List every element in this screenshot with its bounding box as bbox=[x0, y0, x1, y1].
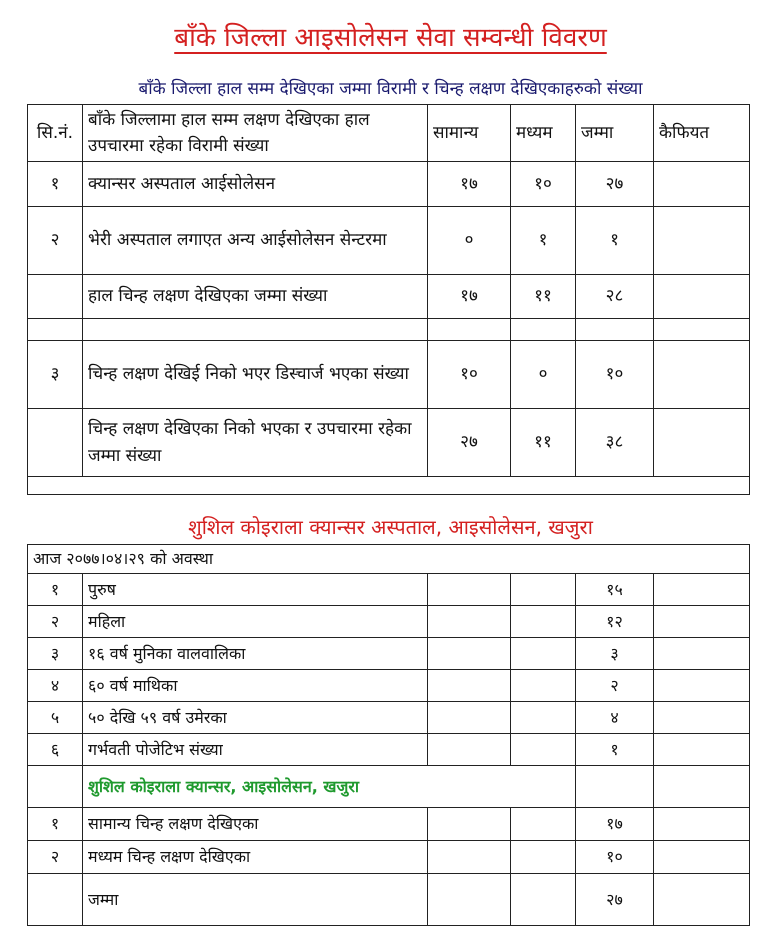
empty-cell bbox=[654, 734, 750, 766]
empty-cell bbox=[576, 766, 654, 808]
empty-cell bbox=[428, 841, 511, 874]
spacer-cell bbox=[83, 319, 428, 341]
row-description: सामान्य चिन्ह लक्षण देखिएका bbox=[83, 808, 428, 841]
header-sn: सि.नं. bbox=[28, 105, 83, 162]
row-description: महिला bbox=[83, 606, 428, 638]
header-moderate: मध्यम bbox=[511, 105, 576, 162]
header-remark: कैफियत bbox=[654, 105, 750, 162]
empty-cell bbox=[428, 638, 511, 670]
empty-cell bbox=[511, 574, 576, 606]
row-remark bbox=[654, 162, 750, 207]
row-sn: १ bbox=[28, 162, 83, 207]
row-moderate: ११ bbox=[511, 409, 576, 477]
empty-cell bbox=[654, 702, 750, 734]
row-total: २ bbox=[576, 670, 654, 702]
status-row bbox=[28, 545, 750, 574]
empty-cell bbox=[428, 574, 511, 606]
spacer-cell bbox=[654, 319, 750, 341]
spacer-cell bbox=[428, 319, 511, 341]
row-normal: १७ bbox=[428, 162, 511, 207]
row-total: १ bbox=[576, 734, 654, 766]
row-total: २८ bbox=[576, 275, 654, 319]
row-sn bbox=[28, 275, 83, 319]
row-normal: २७ bbox=[428, 409, 511, 477]
row-sn: ६ bbox=[28, 734, 83, 766]
row-total: २७ bbox=[576, 874, 654, 926]
row-normal: ० bbox=[428, 207, 511, 275]
row-total: १५ bbox=[576, 574, 654, 606]
empty-cell bbox=[511, 702, 576, 734]
empty-cell bbox=[654, 606, 750, 638]
row-sn: १ bbox=[28, 808, 83, 841]
row-description: क्यान्सर अस्पताल आईसोलेसन bbox=[83, 162, 428, 207]
row-sn: २ bbox=[28, 841, 83, 874]
header-total: जम्मा bbox=[576, 105, 654, 162]
hospital-table bbox=[27, 544, 750, 926]
empty-cell bbox=[654, 874, 750, 926]
empty-cell bbox=[428, 670, 511, 702]
row-remark bbox=[654, 409, 750, 477]
row-moderate: १ bbox=[511, 207, 576, 275]
table-row bbox=[28, 841, 750, 874]
spacer-cell bbox=[28, 477, 750, 495]
table-row bbox=[28, 734, 750, 766]
row-sn: ५ bbox=[28, 702, 83, 734]
row-description: पुरुष bbox=[83, 574, 428, 606]
row-description: चिन्ह लक्षण देखिएका निको भएका र उपचारमा रहेका जम्मा संख्या bbox=[83, 409, 428, 477]
row-description: मध्यम चिन्ह लक्षण देखिएका bbox=[83, 841, 428, 874]
row-normal: १७ bbox=[428, 275, 511, 319]
row-sn: ३ bbox=[28, 638, 83, 670]
empty-cell bbox=[511, 670, 576, 702]
spacer-cell bbox=[511, 319, 576, 341]
row-sn: २ bbox=[28, 207, 83, 275]
table-row bbox=[28, 606, 750, 638]
status-date-label: आज २०७७।०४।२९ को अवस्था bbox=[28, 545, 750, 574]
table-header-row bbox=[28, 105, 750, 162]
row-total: ४ bbox=[576, 702, 654, 734]
empty-cell bbox=[654, 766, 750, 808]
green-heading-row bbox=[28, 766, 750, 808]
row-normal: १० bbox=[428, 341, 511, 409]
row-total: १२ bbox=[576, 606, 654, 638]
green-subheading: शुशिल कोइराला क्यान्सर, आइसोलेसन, खजुरा bbox=[83, 766, 576, 808]
empty-cell bbox=[28, 766, 83, 808]
header-description: बाँके जिल्लामा हाल सम्म लक्षण देखिएका हाल उपचारमा रहेका विरामी संख्या bbox=[83, 105, 428, 162]
row-sn: २ bbox=[28, 606, 83, 638]
header-normal: सामान्य bbox=[428, 105, 511, 162]
empty-cell bbox=[511, 734, 576, 766]
table-row bbox=[28, 574, 750, 606]
row-description: ५० देखि ५९ वर्ष उमेरका bbox=[83, 702, 428, 734]
row-description: गर्भवती पोजेटिभ संख्या bbox=[83, 734, 428, 766]
row-moderate: ११ bbox=[511, 275, 576, 319]
table-row bbox=[28, 702, 750, 734]
row-remark bbox=[654, 341, 750, 409]
row-remark bbox=[654, 207, 750, 275]
row-description: १६ वर्ष मुनिका वालवालिका bbox=[83, 638, 428, 670]
table-row bbox=[28, 162, 750, 207]
page-title-text: बाँके जिल्ला आइसोलेसन सेवा सम्वन्धी विवरण bbox=[174, 23, 607, 53]
section-heading: शुशिल कोइराला क्यान्सर अस्पताल, आइसोलेसन, खजुरा bbox=[188, 515, 593, 539]
empty-cell bbox=[428, 734, 511, 766]
row-total: ३८ bbox=[576, 409, 654, 477]
row-total: १७ bbox=[576, 808, 654, 841]
spacer-row bbox=[28, 319, 750, 341]
table-row bbox=[28, 409, 750, 477]
row-sn bbox=[28, 874, 83, 926]
spacer-cell bbox=[576, 319, 654, 341]
page-subtitle: बाँके जिल्ला हाल सम्म देखिएका जम्मा विरामी र चिन्ह लक्षण देखिएकाहरुको संख्या bbox=[138, 79, 643, 99]
summary-table bbox=[27, 104, 750, 495]
row-total: १ bbox=[576, 207, 654, 275]
row-description: ६० वर्ष माथिका bbox=[83, 670, 428, 702]
spacer-row bbox=[28, 477, 750, 495]
row-remark bbox=[654, 275, 750, 319]
empty-cell bbox=[428, 702, 511, 734]
table-row bbox=[28, 638, 750, 670]
empty-cell bbox=[428, 808, 511, 841]
empty-cell bbox=[654, 638, 750, 670]
table-row bbox=[28, 207, 750, 275]
row-description: चिन्ह लक्षण देखिई निको भएर डिस्चार्ज भएका संख्या bbox=[83, 341, 428, 409]
table-row bbox=[28, 874, 750, 926]
table-row bbox=[28, 275, 750, 319]
empty-cell bbox=[654, 574, 750, 606]
row-total: २७ bbox=[576, 162, 654, 207]
row-description: हाल चिन्ह लक्षण देखिएका जम्मा संख्या bbox=[83, 275, 428, 319]
row-description: भेरी अस्पताल लगाएत अन्य आईसोलेसन सेन्टरमा bbox=[83, 207, 428, 275]
page-title bbox=[0, 18, 781, 54]
row-moderate: १० bbox=[511, 162, 576, 207]
empty-cell bbox=[428, 874, 511, 926]
empty-cell bbox=[428, 606, 511, 638]
empty-cell bbox=[511, 808, 576, 841]
row-total: १० bbox=[576, 341, 654, 409]
empty-cell bbox=[511, 841, 576, 874]
table-row bbox=[28, 670, 750, 702]
row-description: जम्मा bbox=[83, 874, 428, 926]
empty-cell bbox=[654, 808, 750, 841]
table-row bbox=[28, 341, 750, 409]
row-moderate: ० bbox=[511, 341, 576, 409]
row-total: १० bbox=[576, 841, 654, 874]
empty-cell bbox=[511, 874, 576, 926]
row-sn: ३ bbox=[28, 341, 83, 409]
row-sn: ४ bbox=[28, 670, 83, 702]
table-row bbox=[28, 808, 750, 841]
empty-cell bbox=[654, 670, 750, 702]
row-total: ३ bbox=[576, 638, 654, 670]
empty-cell bbox=[511, 638, 576, 670]
row-sn bbox=[28, 409, 83, 477]
spacer-cell bbox=[28, 319, 83, 341]
row-sn: १ bbox=[28, 574, 83, 606]
empty-cell bbox=[654, 841, 750, 874]
empty-cell bbox=[511, 606, 576, 638]
